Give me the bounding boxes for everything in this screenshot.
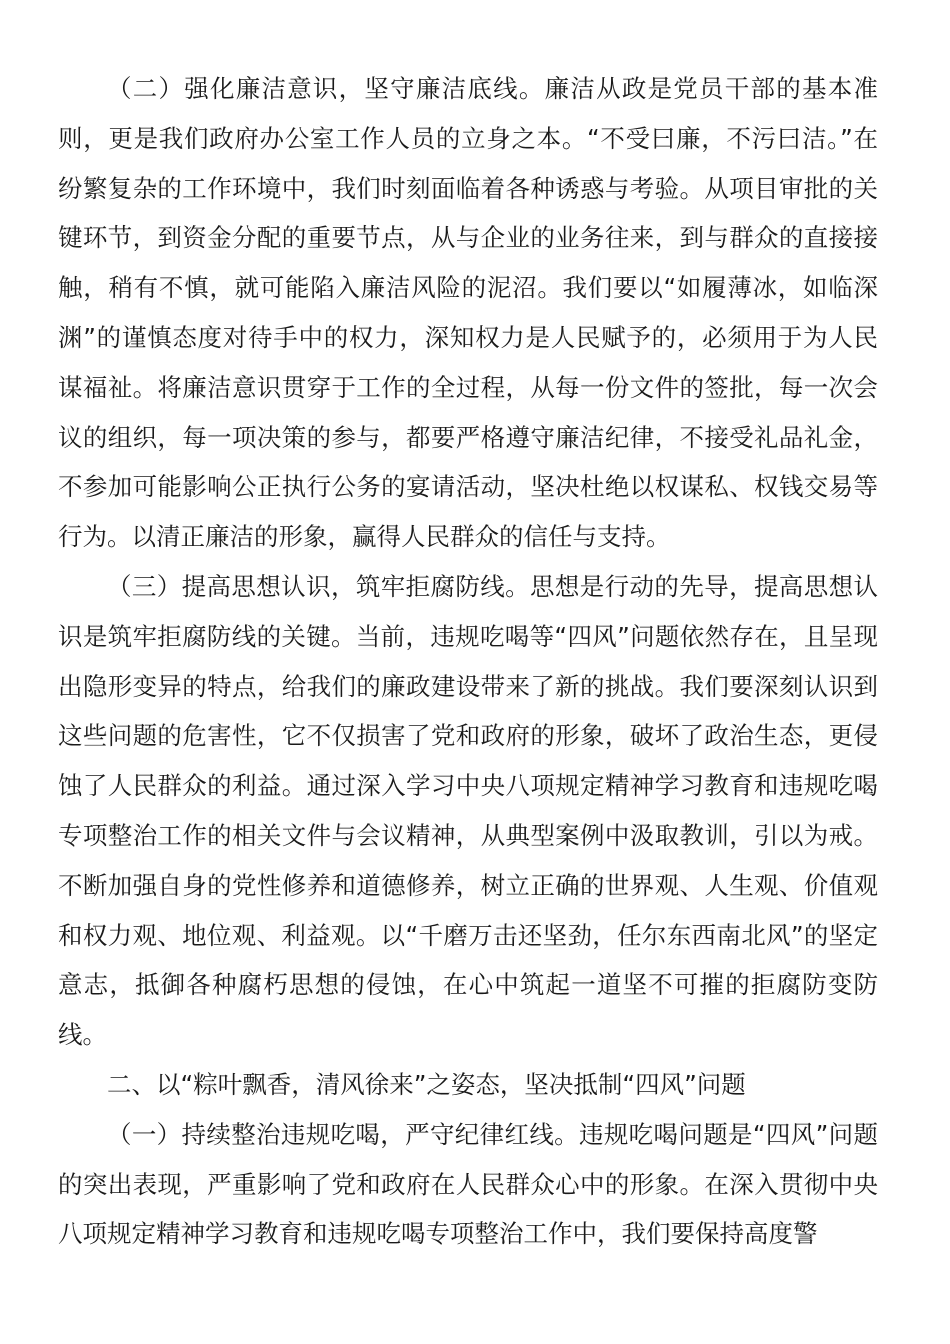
paragraph-integrity-awareness: （二）强化廉洁意识，坚守廉洁底线。廉洁从政是党员干部的基本准则，更是我们政府办公室工作人员的立身之本。“不受曰廉，不污曰洁。”在纷繁复杂的工作环境中，我们时刻面临着各种诱惑与考验。从项目审批的关键环节，到资金分配的重要节点，从与企业的业务往来，到与群众的直接接触，稍有不慎，就可能陷入廉洁风险的泥沼。我们要以“如履薄冰，如临深渊”的谨慎态度对待手中的权力，深知权力是人民赋予的，必须用于为人民谋福祉。将廉洁意识贯穿于工作的全过程，从每一份文件的签批，每一次会议的组织，每一项决策的参与，都要严格遵守廉洁纪律，不接受礼品礼金，不参加可能影响公正执行公务的宴请活动，坚决杜绝以权谋私、权钱交易等行为。以清正廉洁的形象，赢得人民群众的信任与支持。 — [58, 74, 878, 552]
document-page — [58, 64, 878, 1259]
section-heading-four-styles: 二、以“粽叶飘香，清风徐来”之姿态，坚决抵制“四风”问题 — [107, 1069, 746, 1099]
paragraph-rectify-banquets: （一）持续整治违规吃喝，严守纪律红线。违规吃喝问题是“四风”问题的突出表现，严重影响了党和政府在人民群众心中的形象。在深入贯彻中央八项规定精神学习教育和违规吃喝专项整治工作中，我们要保持高度警 — [58, 1119, 878, 1249]
paragraph-ideological-awareness: （三）提高思想认识，筑牢拒腐防线。思想是行动的先导，提高思想认识是筑牢拒腐防线的关键。当前，违规吃喝等“四风”问题依然存在，且呈现出隐形变异的特点，给我们的廉政建设带来了新的挑战。我们要深刻认识到这些问题的危害性，它不仅损害了党和政府的形象，破坏了政治生态，更侵蚀了人民群众的利益。通过深入学习中央八项规定精神学习教育和违规吃喝专项整治工作的相关文件与会议精神，从典型案例中汲取教训，引以为戒。不断加强自身的党性修养和道德修养，树立正确的世界观、人生观、价值观和权力观、地位观、利益观。以“千磨万击还坚劲，任尔东西南北风”的坚定意志，抵御各种腐朽思想的侵蚀，在心中筑起一道坚不可摧的拒腐防变防线。 — [58, 571, 878, 1050]
